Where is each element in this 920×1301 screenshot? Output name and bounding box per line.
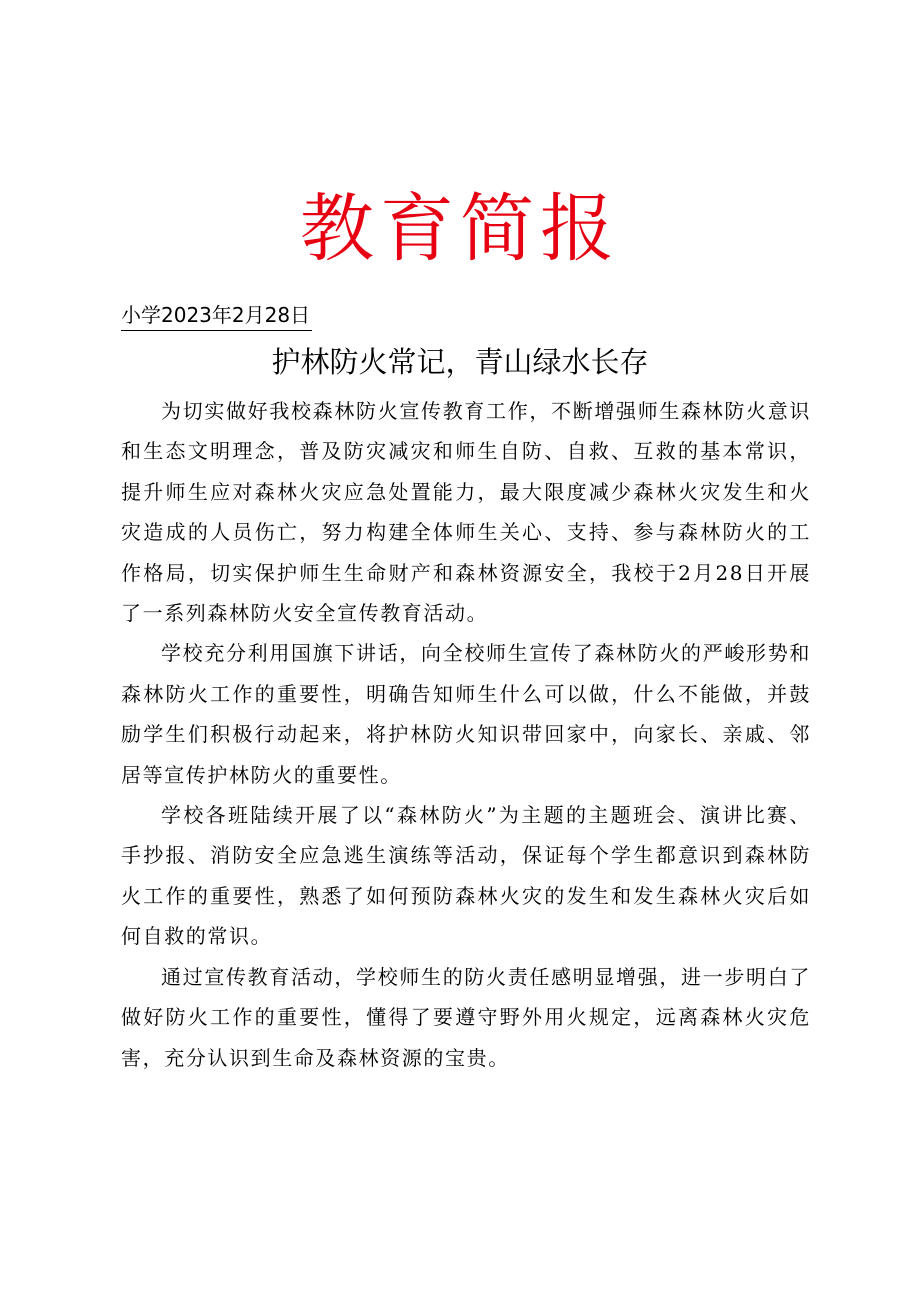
- dateline: 小学2023年2月28日: [121, 300, 312, 331]
- article-body: [121, 391, 811, 1078]
- article-paragraph: 学校各班陆续开展了以“森林防火”为主题的主题班会、演讲比赛、手抄报、消防安全应急逃生演练等活动，保证每个学生都意识到森林防火工作的重要性，熟悉了如何预防森林火灾的发生和发生森林火灾后如何自救的常识。: [121, 803, 811, 949]
- article-headline: 护林防火常记，青山绿水长存: [271, 345, 649, 379]
- article-paragraph: 学校充分利用国旗下讲话，向全校师生宣传了森林防火的严峻形势和森林防火工作的重要性，明确告知师生什么可以做，什么不能做，并鼓励学生们积极行动起来，将护林防火知识带回家中，向家长、亲戚、邻居等宣传护林防火的重要性。: [121, 641, 811, 787]
- article-paragraph: 通过宣传教育活动，学校师生的防火责任感明显增强，进一步明白了做好防火工作的重要性，懂得了要遵守野外用火规定，远离森林火灾危害，充分认识到生命及森林资源的宝贵。: [121, 964, 811, 1070]
- article-paragraph: 为切实做好我校森林防火宣传教育工作，不断增强师生森林防火意识和生态文明理念，普及防灾减灾和师生自防、自救、互救的基本常识，提升师生应对森林火灾应急处置能力，最大限度减少森林火灾发生和火灾造成的人员伤亡，努力构建全体师生关心、支持、参与森林防火的工作格局，切实保护师生生命财产和森林资源安全，我校于2月28日开展了一系列森林防火安全宣传教育活动。: [121, 399, 811, 626]
- masthead-title: 教育简报: [300, 186, 620, 272]
